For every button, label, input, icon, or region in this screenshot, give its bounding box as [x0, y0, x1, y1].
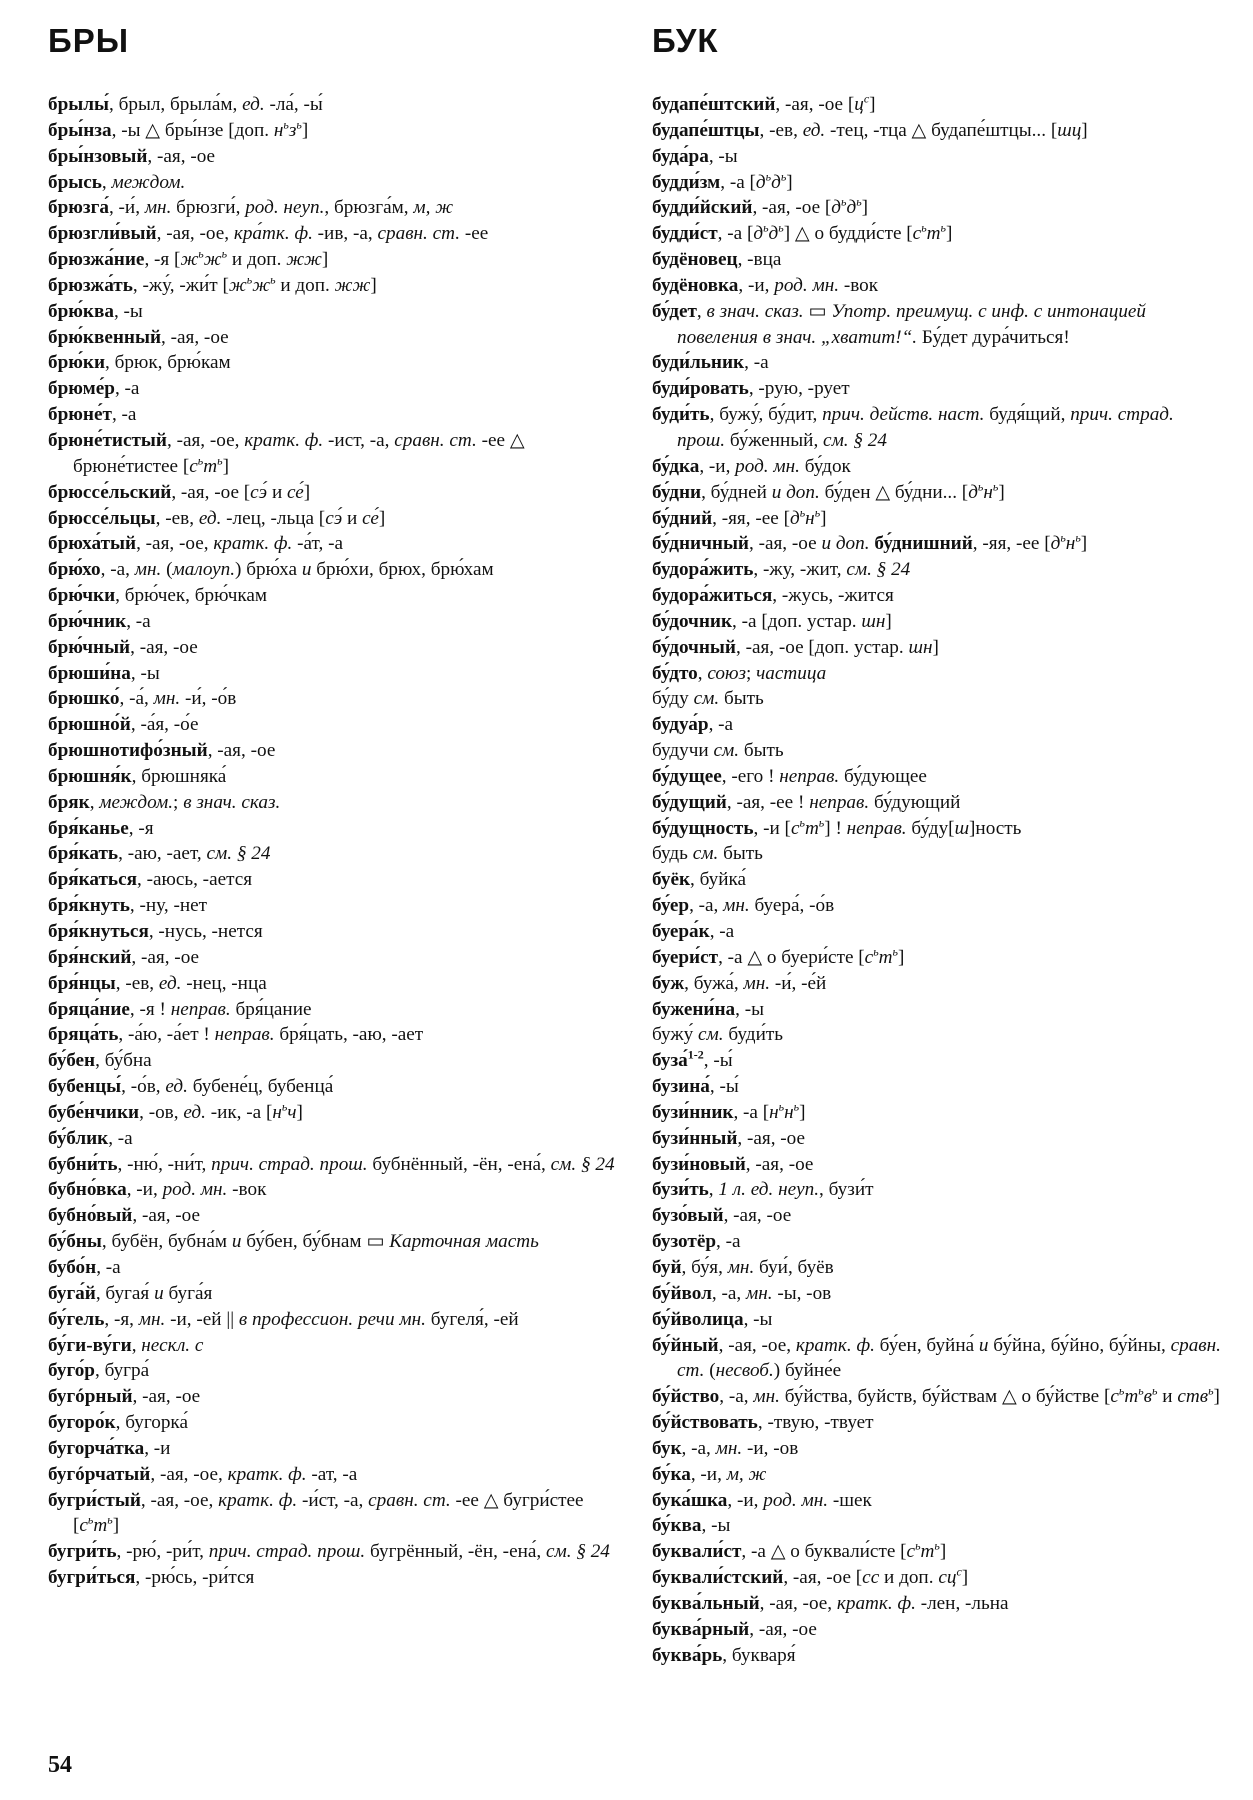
- dictionary-entry: брюшко́, -а́, мн. -и́, -о́в: [48, 688, 237, 710]
- dictionary-entry: будапе́штцы, -ев, ед. -тец, -тца △ будапе́штцы... [шц]: [652, 119, 1088, 141]
- dictionary-entry: брю́хо, -а, мн. (малоуп.) брю́ха и брю́хи, брюх, брю́хам: [48, 559, 494, 581]
- dictionary-entry: буй, бу́я, мн. буи́, буёв: [652, 1256, 834, 1278]
- dictionary-entry: бузина́, -ы́: [652, 1076, 739, 1098]
- dictionary-entry: бу́блик, -а: [48, 1127, 133, 1149]
- dictionary-entry: брю́ки, брюк, брю́кам: [48, 352, 231, 374]
- dictionary-entry: будапе́штский, -ая, -ое $[ц^с]$: [652, 91, 876, 115]
- dictionary-entry: бу́ка, -и, м, ж: [652, 1463, 767, 1485]
- dictionary-entry: буква́рь, букваря́: [652, 1644, 796, 1666]
- dictionary-entry: бубенцы́, -о́в, ед. бубене́ц, бубенца́: [48, 1076, 334, 1098]
- dictionary-entry: буди́ровать, -рую, -рует: [652, 378, 850, 400]
- dictionary-entry: бу́ер, -а, мн. буера́, -о́в: [652, 895, 835, 917]
- dictionary-entry: буза́$^{1-2}$, -ы́: [652, 1047, 733, 1072]
- dictionary-entry: бры́нзовый, -ая, -ое: [48, 145, 216, 167]
- dictionary-entry: бу́дочный, -ая, -ое [доп. устар. шн]: [652, 636, 939, 658]
- dictionary-entry: брюшня́к, брюшняка́: [48, 765, 227, 787]
- dictionary-entry: бубно́вка, -и, род. мн. -вок: [48, 1179, 267, 1201]
- dictionary-entry: бу́бен, бу́бна: [48, 1050, 152, 1072]
- dictionary-entry: будди́йский, -ая, -ое $[д^ьд^ь]$: [652, 194, 869, 219]
- dictionary-entry: брюне́т, -а: [48, 404, 137, 426]
- dictionary-entry: буж, бужа́, мн. -и́, -е́й: [652, 972, 827, 994]
- left-column: [48, 92, 620, 1591]
- right-column: [652, 92, 1224, 1668]
- dictionary-entry: брылы́, брыл, брыла́м, ед. -ла́, -ы́: [48, 94, 323, 115]
- dictionary-entry: бугоро́к, бугорка́: [48, 1412, 188, 1434]
- dictionary-entry: буери́ст, -а △ о буери́сте $[с^ьт^ь]$: [652, 944, 905, 968]
- dictionary-entry: бук, -а, мн. -и, -ов: [652, 1437, 799, 1459]
- dictionary-entry: бу́йволица, -ы: [652, 1308, 773, 1330]
- dictionary-entry: бу́ги-ву́ги, нескл. с: [48, 1334, 204, 1356]
- dictionary-entry: бу́ду см. быть: [652, 688, 764, 710]
- dictionary-entry: брю́чник, -а: [48, 610, 151, 632]
- dictionary-entry: брюме́р, -а: [48, 378, 140, 400]
- dictionary-entry: буди́ть, бужу́, бу́дит, прич. действ. наст. будя́щий, прич. страд. прош. бу́женный, см. § 24: [652, 404, 1174, 451]
- dictionary-entry: бря́нцы, -ев, ед. -нец, -нца: [48, 972, 267, 994]
- dictionary-entry: брюшно́й, -а́я, -о́е: [48, 714, 199, 736]
- dictionary-entry: бугри́стый, -ая, -ое, кратк. ф. -и́ст, -а, сравн. ст. -ее △ бугри́стее $[с^ьт^ь]$: [48, 1489, 584, 1537]
- dictionary-entry: брюзга́, -и́, мн. брюзги́, род. неуп., брюзга́м, м, ж: [48, 197, 454, 219]
- dictionary-entry: бузи́ть, 1 л. ед. неуп., бузи́т: [652, 1179, 874, 1201]
- dictionary-entry: бузи́нник, -а $[н^ьн^ь]$: [652, 1099, 806, 1123]
- dictionary-entry: бубни́ть, -ню́, -ни́т, прич. страд. прош. бубнённый, -ён, -ена́, см. § 24: [48, 1153, 615, 1175]
- dictionary-entry: бу́дний, -яя, -ее $[д^ьн^ь]$: [652, 505, 827, 529]
- dictionary-entry: буера́к, -а: [652, 921, 735, 942]
- dictionary-entry: будуа́р, -а: [652, 714, 734, 736]
- dictionary-entry: бубо́н, -а: [48, 1256, 121, 1278]
- page-header-left: БРЫ: [48, 22, 130, 59]
- dictionary-entry: бу́йный, -ая, -ое, кратк. ф. бу́ен, буйна́ и бу́йна, бу́йно, бу́йны, сравн. ст. (несвоб.) буйне́е: [652, 1334, 1221, 1382]
- dictionary-entry: бря́кать, -аю, -ает, см. § 24: [48, 843, 271, 865]
- dictionary-entry: бу́дто, союз; частица: [652, 662, 827, 684]
- dictionary-entry: брюши́на, -ы: [48, 662, 160, 684]
- dictionary-entry: буга́й, бугая́ и буга́я: [48, 1282, 213, 1304]
- dictionary-entry: брю́чки, брю́чек, брю́чкам: [48, 585, 268, 607]
- dictionary-entry: будёновец, -вца: [652, 249, 782, 271]
- dictionary-entry: будора́житься, -жусь, -жится: [652, 585, 894, 607]
- dictionary-entry: бряца́ть, -а́ю, -а́ет ! неправ. бря́цать, -аю, -ает: [48, 1024, 424, 1046]
- dictionary-entry: буква́льный, -ая, -ое, кратк. ф. -лен, -льна: [652, 1592, 1009, 1614]
- dictionary-entry: бу́дни, бу́дней и доп. бу́ден △ бу́дни... $[д^ьн^ь]$: [652, 479, 1005, 503]
- dictionary-entry: бузотёр, -а: [652, 1231, 741, 1253]
- dictionary-entry: бу́дущий, -ая, -ее ! неправ. бу́дующий: [652, 791, 961, 813]
- dictionary-entry: бу́дущность, -и $[с^ьт^ь]$ ! неправ. бу́ду[ш]ность: [652, 815, 1022, 839]
- dictionary-entry: буквали́стский, -ая, -ое [сс и доп. $сц^с$]: [652, 1564, 969, 1589]
- dictionary-entry: бу́дка, -и, род. мн. бу́док: [652, 455, 851, 477]
- dictionary-entry: бу́йство, -а, мн. бу́йства, буйств, бу́йствам △ о бу́йстве [$с^ьт^ьв^ь$ и ств$^ь$]: [652, 1383, 1220, 1408]
- dictionary-entry: брюссе́льский, -ая, -ое [сэ́ и се́]: [48, 481, 311, 503]
- dictionary-entry: бука́шка, -и, род. мн. -шек: [652, 1489, 872, 1511]
- dictionary-entry: бря́кнуть, -ну, -нет: [48, 895, 207, 917]
- dictionary-entry: брю́ква, -ы: [48, 300, 143, 322]
- page-number: 54: [48, 1752, 72, 1778]
- dictionary-entry: бу́ква, -ы: [652, 1515, 731, 1537]
- dictionary-entry: бугри́ться, -рю́сь, -ри́тся: [48, 1567, 255, 1589]
- dictionary-entry: бузи́новый, -ая, -ое: [652, 1153, 814, 1175]
- dictionary-entry: бряк, междом.; в знач. сказ.: [48, 791, 281, 813]
- dictionary-entry: бу́дочник, -а [доп. устар. шн]: [652, 610, 892, 632]
- dictionary-entry: бузи́нный, -ая, -ое: [652, 1127, 806, 1149]
- dictionary-entry: бужени́на, -ы: [652, 998, 765, 1020]
- dictionary-entry: бу́бны, бубён, бубна́м и бу́бен, бу́бнам ▭ Карточная масть: [48, 1231, 539, 1253]
- dictionary-entry: будучи см. быть: [652, 740, 784, 762]
- dictionary-entry: бу́дущее, -его ! неправ. бу́дующее: [652, 765, 927, 787]
- dictionary-entry: брюзгли́вый, -ая, -ое, кра́тк. ф. -ив, -а, сравн. ст. -ее: [48, 223, 489, 245]
- dictionary-entry: бубно́вый, -ая, -ое: [48, 1205, 201, 1227]
- dictionary-entry: брюзжа́ть, -жу́, -жи́т [$ж^ьж^ь$ и доп. жж]: [48, 272, 377, 296]
- dictionary-entry: бугóрный, -ая, -ое: [48, 1386, 201, 1408]
- dictionary-entry: бубе́нчики, -ов, ед. -ик, -а $[н^ьч]$: [48, 1099, 303, 1123]
- dictionary-entry: буго́р, бугра́: [48, 1360, 150, 1382]
- dictionary-entry: бры́нза, -ы △ бры́нзе [доп. $н^ьз^ь$]: [48, 117, 309, 141]
- dictionary-entry: брю́чный, -ая, -ое: [48, 636, 198, 658]
- dictionary-entry: брюссе́льцы, -ев, ед. -лец, -льца [сэ́ и се́]: [48, 507, 386, 529]
- dictionary-entry: бугорча́тка, -и: [48, 1437, 171, 1459]
- dictionary-entry: брысь, междом.: [48, 171, 186, 193]
- dictionary-entry: бря́канье, -я: [48, 817, 154, 839]
- dictionary-entry: брюне́тистый, -ая, -ое, кратк. ф. -ист, -а, сравн. ст. -ее △ брюне́тистее $[с^ьт^ь]$: [48, 429, 525, 477]
- dictionary-entry: бу́гель, -я, мн. -и, -ей || в профессион. речи мн. бугеля́, -ей: [48, 1308, 519, 1330]
- dictionary-entry: бугри́ть, -рю́, -ри́т, прич. страд. прош. бугрённый, -ён, -ена́, см. § 24: [48, 1541, 610, 1563]
- page-header-right: БУК: [652, 22, 719, 59]
- dictionary-entry: будора́жить, -жу, -жит, см. § 24: [652, 559, 911, 581]
- dictionary-entry: буда́ра, -ы: [652, 145, 738, 167]
- dictionary-entry: бря́кнуться, -нусь, -нется: [48, 921, 263, 942]
- dictionary-entry: брюзжа́ние, -я [$ж^ьж^ь$ и доп. жж]: [48, 246, 329, 271]
- dictionary-entry: бря́нский, -ая, -ое: [48, 946, 200, 968]
- dictionary-entry: будь см. быть: [652, 843, 763, 865]
- dictionary-entry: будди́зм, -а $[д^ьд^ь]$: [652, 169, 793, 193]
- dictionary-entry: бря́каться, -аюсь, -ается: [48, 869, 253, 891]
- dictionary-entry: бряца́ние, -я ! неправ. бря́цание: [48, 998, 312, 1020]
- dictionary-entry: буди́льник, -а: [652, 352, 769, 374]
- dictionary-entry: бу́йвол, -а, мн. -ы, -ов: [652, 1282, 832, 1304]
- dictionary-entry: бужу́ см. буди́ть: [652, 1024, 783, 1046]
- dictionary-entry: брюшнотифо́зный, -ая, -ое: [48, 740, 276, 762]
- dictionary-entry: будёновка, -и, род. мн. -вок: [652, 274, 879, 296]
- dictionary-entry: бу́йствовать, -твую, -твует: [652, 1412, 874, 1434]
- dictionary-entry: будди́ст, -а $[д^ьд^ь]$ △ о будди́сте $[с^ьт^ь]$: [652, 220, 953, 245]
- dictionary-entry: брю́квенный, -ая, -ое: [48, 326, 229, 348]
- dictionary-entry: буёк, буйка́: [652, 869, 747, 891]
- dictionary-entry: бугóрчатый, -ая, -ое, кратк. ф. -ат, -а: [48, 1463, 358, 1485]
- dictionary-entry: буквали́ст, -а △ о буквали́сте $[с^ьт^ь]$: [652, 1538, 947, 1563]
- dictionary-entry: бу́дет, в знач. сказ. ▭ Употр. преимущ. с инф. с интонацией повеления в знач. „хватит!“. Бу́дет дура́читься!: [652, 300, 1147, 348]
- dictionary-entry: брюха́тый, -ая, -ое, кратк. ф. -а́т, -а: [48, 533, 343, 555]
- dictionary-entry: бу́дничный, -ая, -ое и доп. бу́днишний, -яя, -ее $[д^ьн^ь]$: [652, 530, 1088, 555]
- dictionary-entry: буква́рный, -ая, -ое: [652, 1618, 817, 1640]
- dictionary-entry: бузо́вый, -ая, -ое: [652, 1205, 792, 1227]
